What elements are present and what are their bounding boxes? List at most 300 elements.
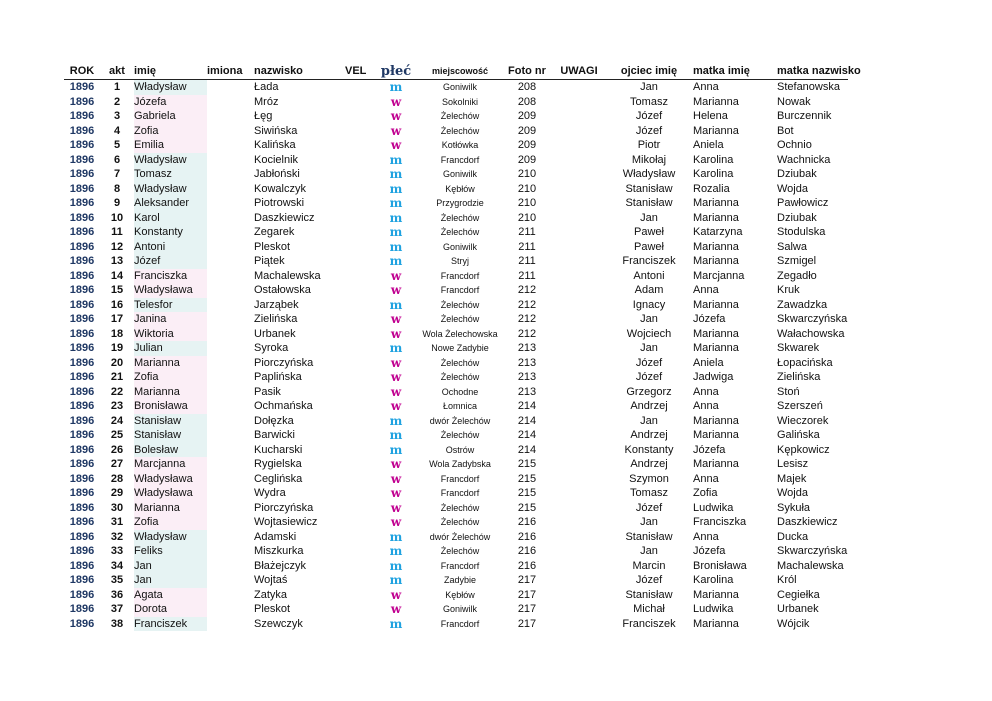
cell-nazwisko: Jabłoński: [254, 168, 300, 180]
cell-akt: 31: [110, 516, 124, 528]
cell-imie: Władysław: [134, 80, 207, 95]
cell-matka-imie: Marcjanna: [693, 269, 745, 282]
cell-plec: w: [390, 384, 402, 399]
cell-rok: 1896: [69, 124, 95, 137]
cell-ojciec: Michał: [633, 603, 665, 615]
table-row: [64, 559, 848, 574]
cell-akt: 9: [113, 197, 121, 209]
cell-akt: 2: [113, 95, 121, 108]
cell-miejscowosc: Francdorf: [440, 560, 480, 571]
cell-imie: Stanisław: [134, 428, 207, 443]
cell-vel: [345, 269, 377, 284]
cell-imie: Aleksander: [134, 196, 207, 211]
cell-nazwisko: Kocielnik: [254, 153, 299, 166]
cell-nazwisko: Piorczyńska: [254, 501, 314, 514]
header-imiona: imiona: [207, 64, 254, 80]
cell-nazwisko: Rygielska: [254, 458, 302, 470]
cell-rok: 1896: [69, 284, 95, 296]
cell-plec: m: [389, 544, 403, 558]
cell-nazwisko: Paplińska: [254, 371, 302, 383]
cell-foto: 217: [517, 603, 537, 615]
cell-matka-nazwisko: Bot: [777, 124, 794, 137]
cell-rok: 1896: [69, 574, 95, 586]
cell-akt: 6: [113, 153, 121, 166]
cell-matka-nazwisko: Sykuła: [777, 501, 811, 514]
cell-akt: 28: [110, 472, 124, 485]
cell-imiona: [207, 196, 254, 211]
table-row: [64, 385, 848, 400]
cell-akt: 36: [110, 588, 124, 601]
cell-ojciec: Ignacy: [632, 298, 666, 311]
cell-foto: 212: [517, 284, 537, 296]
cell-imie: Władysława: [134, 472, 207, 487]
header-rok: ROK: [64, 64, 100, 80]
cell-foto: 211: [518, 240, 536, 253]
table-row: [64, 269, 848, 284]
cell-imie: Franciszka: [134, 269, 207, 284]
cell-imie: Emilia: [134, 138, 207, 153]
cell-rok: 1896: [69, 487, 95, 499]
table-row: [64, 327, 848, 342]
cell-matka-imie: Jadwiga: [693, 371, 734, 383]
cell-ojciec: Józef: [635, 124, 663, 137]
cell-plec: w: [390, 94, 402, 109]
cell-uwagi: [549, 138, 609, 153]
cell-imiona: [207, 399, 254, 414]
cell-miejscowosc: Francdorf: [440, 488, 480, 498]
table-row: [64, 95, 848, 110]
cell-matka-imie: Anna: [693, 284, 719, 296]
cell-imiona: [207, 167, 254, 182]
cell-plec: w: [390, 268, 402, 283]
cell-vel: [345, 356, 377, 371]
cell-uwagi: [549, 109, 609, 124]
cell-foto: 214: [517, 429, 537, 441]
cell-akt: 33: [110, 545, 124, 557]
cell-uwagi: [549, 602, 609, 617]
cell-uwagi: [549, 399, 609, 414]
cell-nazwisko: Piątek: [254, 255, 285, 267]
table-row: [64, 588, 848, 603]
cell-nazwisko: Barwicki: [254, 429, 295, 441]
cell-miejscowosc: dwór Żelechów: [429, 415, 491, 426]
cell-ojciec: Andrzej: [630, 400, 668, 412]
cell-nazwisko: Ceglińska: [254, 472, 303, 485]
cell-ojciec: Jan: [640, 545, 658, 557]
cell-akt: 32: [110, 530, 124, 543]
cell-nazwisko: Łada: [254, 81, 279, 93]
register-table: [64, 64, 861, 631]
cell-rok: 1896: [69, 240, 95, 253]
cell-imie: Gabriela: [134, 109, 207, 124]
cell-uwagi: [549, 443, 609, 458]
cell-matka-imie: Marianna: [693, 414, 739, 427]
cell-plec: w: [390, 123, 402, 138]
cell-ojciec: Józef: [635, 574, 663, 586]
cell-imiona: [207, 530, 254, 545]
cell-plec: m: [389, 558, 403, 573]
cell-vel: [345, 443, 377, 458]
cell-akt: 12: [110, 240, 124, 253]
cell-nazwisko: Miszkurka: [254, 545, 304, 557]
cell-imiona: [207, 182, 254, 197]
table-row: [64, 617, 848, 632]
cell-matka-imie: Aniela: [693, 356, 724, 369]
cell-foto: 217: [517, 574, 537, 586]
cell-miejscowosc: Goniwilk: [442, 82, 477, 92]
cell-matka-imie: Marianna: [693, 588, 739, 601]
cell-rok: 1896: [69, 516, 95, 528]
cell-vel: [345, 472, 377, 487]
cell-vel: [345, 182, 377, 197]
register-body: [64, 80, 848, 632]
cell-imie: Bronisława: [134, 399, 207, 414]
cell-uwagi: [549, 472, 609, 487]
cell-imiona: [207, 269, 254, 284]
cell-nazwisko: Szewczyk: [254, 617, 303, 630]
cell-nazwisko: Wojtaś: [254, 574, 288, 586]
table-row: [64, 602, 848, 617]
cell-uwagi: [549, 486, 609, 501]
cell-rok: 1896: [69, 472, 95, 485]
header-plec-c: ć: [403, 64, 412, 79]
header-foto: Foto nr: [505, 64, 549, 80]
cell-akt: 14: [110, 269, 124, 282]
cell-plec: m: [389, 616, 403, 631]
cell-plec: w: [390, 109, 402, 123]
cell-plec: m: [389, 210, 403, 225]
cell-ojciec: Jan: [640, 313, 658, 325]
table-row: [64, 486, 848, 501]
cell-vel: [345, 486, 377, 501]
cell-imiona: [207, 486, 254, 501]
cell-akt: 8: [113, 182, 121, 195]
cell-rok: 1896: [69, 545, 95, 557]
cell-akt: 19: [110, 342, 124, 354]
cell-matka-imie: Helena: [693, 110, 728, 122]
cell-uwagi: [549, 211, 609, 226]
cell-ojciec: Tomasz: [630, 95, 668, 108]
cell-uwagi: [549, 530, 609, 545]
cell-rok: 1896: [69, 429, 95, 441]
cell-matka-imie: Marianna: [693, 255, 739, 267]
cell-vel: [345, 109, 377, 124]
cell-plec: m: [389, 297, 403, 312]
cell-foto: 211: [518, 255, 536, 267]
cell-imie: Władysława: [134, 486, 207, 501]
cell-vel: [345, 254, 377, 269]
cell-rok: 1896: [69, 182, 95, 195]
cell-nazwisko: Ostałowska: [254, 284, 311, 296]
cell-matka-nazwisko: Daszkiewicz: [777, 516, 838, 528]
cell-akt: 1: [113, 81, 121, 93]
cell-matka-imie: Józefa: [693, 313, 726, 325]
cell-matka-imie: Marianna: [693, 429, 739, 441]
header-plec: [377, 64, 415, 80]
cell-miejscowosc: Żelechów: [440, 299, 480, 310]
cell-foto: 213: [517, 371, 537, 383]
cell-rok: 1896: [69, 530, 95, 543]
cell-miejscowosc: Zadybie: [443, 575, 477, 585]
cell-matka-nazwisko: Skwarczyńska: [777, 313, 848, 325]
cell-nazwisko: Zatyka: [254, 588, 288, 601]
cell-miejscowosc: Stryj: [451, 256, 469, 266]
cell-akt: 20: [110, 356, 124, 369]
cell-plec: m: [389, 413, 403, 428]
cell-matka-nazwisko: Ducka: [777, 530, 809, 543]
cell-nazwisko: Mróz: [254, 95, 279, 108]
header-plec-e: e: [394, 64, 404, 79]
cell-uwagi: [549, 80, 609, 95]
cell-imie: Józefa: [134, 95, 207, 110]
cell-matka-imie: Bronisława: [693, 559, 747, 572]
cell-foto: 216: [517, 545, 537, 557]
cell-imiona: [207, 443, 254, 458]
cell-miejscowosc: Sokolniki: [441, 96, 479, 107]
cell-miejscowosc: Żelechów: [440, 227, 480, 237]
cell-matka-nazwisko: Burczennik: [777, 110, 832, 122]
cell-matka-imie: Karolina: [693, 153, 734, 166]
cell-plec: w: [390, 515, 402, 529]
cell-akt: 17: [110, 313, 124, 325]
cell-plec: w: [390, 486, 402, 500]
cell-akt: 38: [110, 617, 124, 630]
cell-imiona: [207, 428, 254, 443]
table-row: [64, 428, 848, 443]
cell-ojciec: Jan: [640, 516, 658, 528]
cell-ojciec: Paweł: [634, 240, 664, 253]
cell-imiona: [207, 472, 254, 487]
cell-plec: w: [390, 326, 402, 341]
cell-ojciec: Józef: [635, 356, 663, 369]
cell-uwagi: [549, 559, 609, 574]
header-akt: akt: [100, 64, 134, 80]
cell-foto: 212: [517, 327, 537, 340]
cell-ojciec: Jan: [640, 211, 658, 224]
cell-vel: [345, 588, 377, 603]
cell-miejscowosc: Żelechów: [440, 125, 480, 136]
cell-imiona: [207, 559, 254, 574]
cell-imie: Zofia: [134, 370, 207, 385]
cell-vel: [345, 298, 377, 313]
cell-matka-nazwisko: Kruk: [777, 284, 800, 296]
cell-matka-nazwisko: Wojda: [777, 182, 808, 195]
cell-uwagi: [549, 327, 609, 342]
cell-miejscowosc: Francdorf: [440, 285, 480, 295]
cell-matka-nazwisko: Galińska: [777, 429, 820, 441]
cell-ojciec: Mikołaj: [631, 153, 667, 166]
cell-matka-imie: Katarzyna: [693, 226, 743, 238]
cell-miejscowosc: Żelechów: [440, 357, 480, 368]
cell-ojciec: Andrzej: [630, 458, 668, 470]
cell-matka-nazwisko: Dziubak: [777, 168, 817, 180]
cell-matka-imie: Marianna: [693, 327, 739, 340]
cell-imie: Janina: [134, 312, 207, 327]
cell-vel: [345, 80, 377, 95]
table-row: [64, 356, 848, 371]
cell-nazwisko: Daszkiewicz: [254, 211, 315, 224]
cell-ojciec: Grzegorz: [626, 385, 672, 398]
cell-foto: 214: [517, 414, 537, 427]
cell-plec: w: [390, 399, 402, 413]
table-row: [64, 370, 848, 385]
cell-nazwisko: Kowalczyk: [254, 182, 306, 195]
cell-vel: [345, 617, 377, 632]
cell-plec: m: [389, 428, 403, 442]
cell-miejscowosc: Łomnica: [442, 401, 478, 411]
cell-nazwisko: Ochmańska: [254, 400, 313, 412]
cell-imiona: [207, 602, 254, 617]
cell-imie: Konstanty: [134, 225, 207, 240]
cell-matka-nazwisko: Wałachowska: [777, 327, 845, 340]
cell-ojciec: Jan: [640, 81, 658, 93]
cell-matka-imie: Karolina: [693, 574, 734, 586]
cell-akt: 27: [110, 458, 124, 470]
cell-plec: m: [389, 152, 403, 167]
cell-imiona: [207, 283, 254, 298]
cell-nazwisko: Kalińska: [254, 139, 296, 151]
cell-imiona: [207, 312, 254, 327]
cell-miejscowosc: Żelechów: [440, 430, 480, 440]
cell-uwagi: [549, 182, 609, 197]
cell-rok: 1896: [69, 385, 95, 398]
cell-imiona: [207, 617, 254, 632]
cell-miejscowosc: Francdorf: [440, 473, 480, 484]
cell-plec: m: [389, 442, 403, 457]
table-row: [64, 515, 848, 530]
cell-rok: 1896: [69, 168, 95, 180]
cell-matka-imie: Anna: [693, 530, 719, 543]
cell-matka-imie: Ludwika: [693, 603, 734, 615]
cell-akt: 13: [110, 255, 124, 267]
cell-imie: Wiktoria: [134, 327, 207, 342]
table-row: [64, 283, 848, 298]
cell-rok: 1896: [69, 298, 95, 311]
cell-foto: 215: [517, 487, 537, 499]
cell-plec: m: [389, 573, 403, 587]
cell-akt: 3: [113, 110, 121, 122]
cell-plec: m: [389, 254, 403, 268]
cell-uwagi: [549, 428, 609, 443]
cell-imie: Franciszek: [134, 617, 207, 632]
cell-imie: Władysław: [134, 153, 207, 168]
cell-akt: 16: [110, 298, 124, 311]
cell-imiona: [207, 385, 254, 400]
cell-ojciec: Józef: [635, 110, 663, 122]
cell-ojciec: Antoni: [633, 269, 665, 282]
cell-akt: 25: [110, 429, 124, 441]
cell-matka-imie: Franciszka: [693, 516, 747, 528]
cell-akt: 23: [110, 400, 124, 412]
cell-imiona: [207, 124, 254, 139]
cell-miejscowosc: Żelechów: [440, 546, 480, 556]
cell-foto: 217: [517, 588, 537, 601]
cell-matka-nazwisko: Wojda: [777, 487, 808, 499]
cell-uwagi: [549, 414, 609, 429]
header-row: [64, 64, 848, 80]
cell-imiona: [207, 80, 254, 95]
cell-miejscowosc: Żelechów: [440, 502, 480, 513]
cell-matka-imie: Józefa: [693, 443, 726, 456]
cell-matka-nazwisko: Lesisz: [777, 458, 809, 470]
cell-nazwisko: Piorczyńska: [254, 356, 314, 369]
cell-imiona: [207, 457, 254, 472]
cell-matka-imie: Marianna: [693, 617, 739, 630]
cell-foto: 217: [517, 617, 537, 630]
cell-rok: 1896: [69, 603, 95, 615]
cell-plec: m: [389, 181, 403, 196]
cell-nazwisko: Wydra: [254, 487, 286, 499]
cell-matka-nazwisko: Machalewska: [777, 559, 844, 572]
cell-plec: w: [390, 138, 402, 152]
cell-rok: 1896: [69, 313, 95, 325]
cell-matka-nazwisko: Szmigel: [777, 255, 817, 267]
cell-imiona: [207, 138, 254, 153]
cell-nazwisko: Pleskot: [254, 240, 291, 253]
cell-foto: 213: [517, 356, 537, 369]
cell-uwagi: [549, 167, 609, 182]
cell-imiona: [207, 515, 254, 530]
cell-plec: m: [389, 80, 403, 94]
table-row: [64, 414, 848, 429]
table-row: [64, 196, 848, 211]
cell-matka-imie: Ludwika: [693, 501, 734, 514]
cell-vel: [345, 414, 377, 429]
cell-miejscowosc: Kębłów: [445, 183, 475, 194]
cell-uwagi: [549, 312, 609, 327]
cell-matka-nazwisko: Stodulska: [777, 226, 826, 238]
cell-matka-imie: Anna: [693, 385, 719, 398]
cell-vel: [345, 385, 377, 400]
cell-miejscowosc: Żelechów: [440, 111, 480, 121]
cell-imie: Tomasz: [134, 167, 207, 182]
cell-vel: [345, 95, 377, 110]
cell-vel: [345, 530, 377, 545]
header-plec-p: p: [380, 64, 390, 79]
table-row: [64, 501, 848, 516]
cell-matka-imie: Marianna: [693, 240, 739, 253]
cell-rok: 1896: [69, 400, 95, 412]
cell-vel: [345, 283, 377, 298]
cell-akt: 10: [110, 211, 124, 224]
cell-vel: [345, 573, 377, 588]
table-row: [64, 530, 848, 545]
cell-vel: [345, 341, 377, 356]
cell-imie: Bolesław: [134, 443, 207, 458]
cell-matka-nazwisko: Wójcik: [777, 617, 810, 630]
cell-ojciec: Andrzej: [630, 429, 668, 441]
cell-plec: w: [390, 370, 402, 384]
header-matka-imie: matka imię: [689, 64, 777, 80]
cell-foto: 216: [517, 559, 537, 572]
cell-nazwisko: Urbanek: [254, 327, 296, 340]
cell-uwagi: [549, 385, 609, 400]
cell-matka-imie: Anna: [693, 81, 719, 93]
cell-ojciec: Stanisław: [625, 197, 673, 209]
cell-akt: 11: [111, 226, 123, 238]
cell-imiona: [207, 414, 254, 429]
cell-miejscowosc: Ochodne: [441, 386, 479, 397]
cell-imiona: [207, 153, 254, 168]
cell-vel: [345, 370, 377, 385]
cell-uwagi: [549, 240, 609, 255]
cell-rok: 1896: [69, 197, 95, 209]
cell-vel: [345, 544, 377, 559]
cell-ojciec: Marcin: [632, 559, 666, 572]
cell-akt: 30: [110, 501, 124, 514]
cell-plec: w: [390, 602, 402, 616]
cell-akt: 21: [110, 371, 124, 383]
